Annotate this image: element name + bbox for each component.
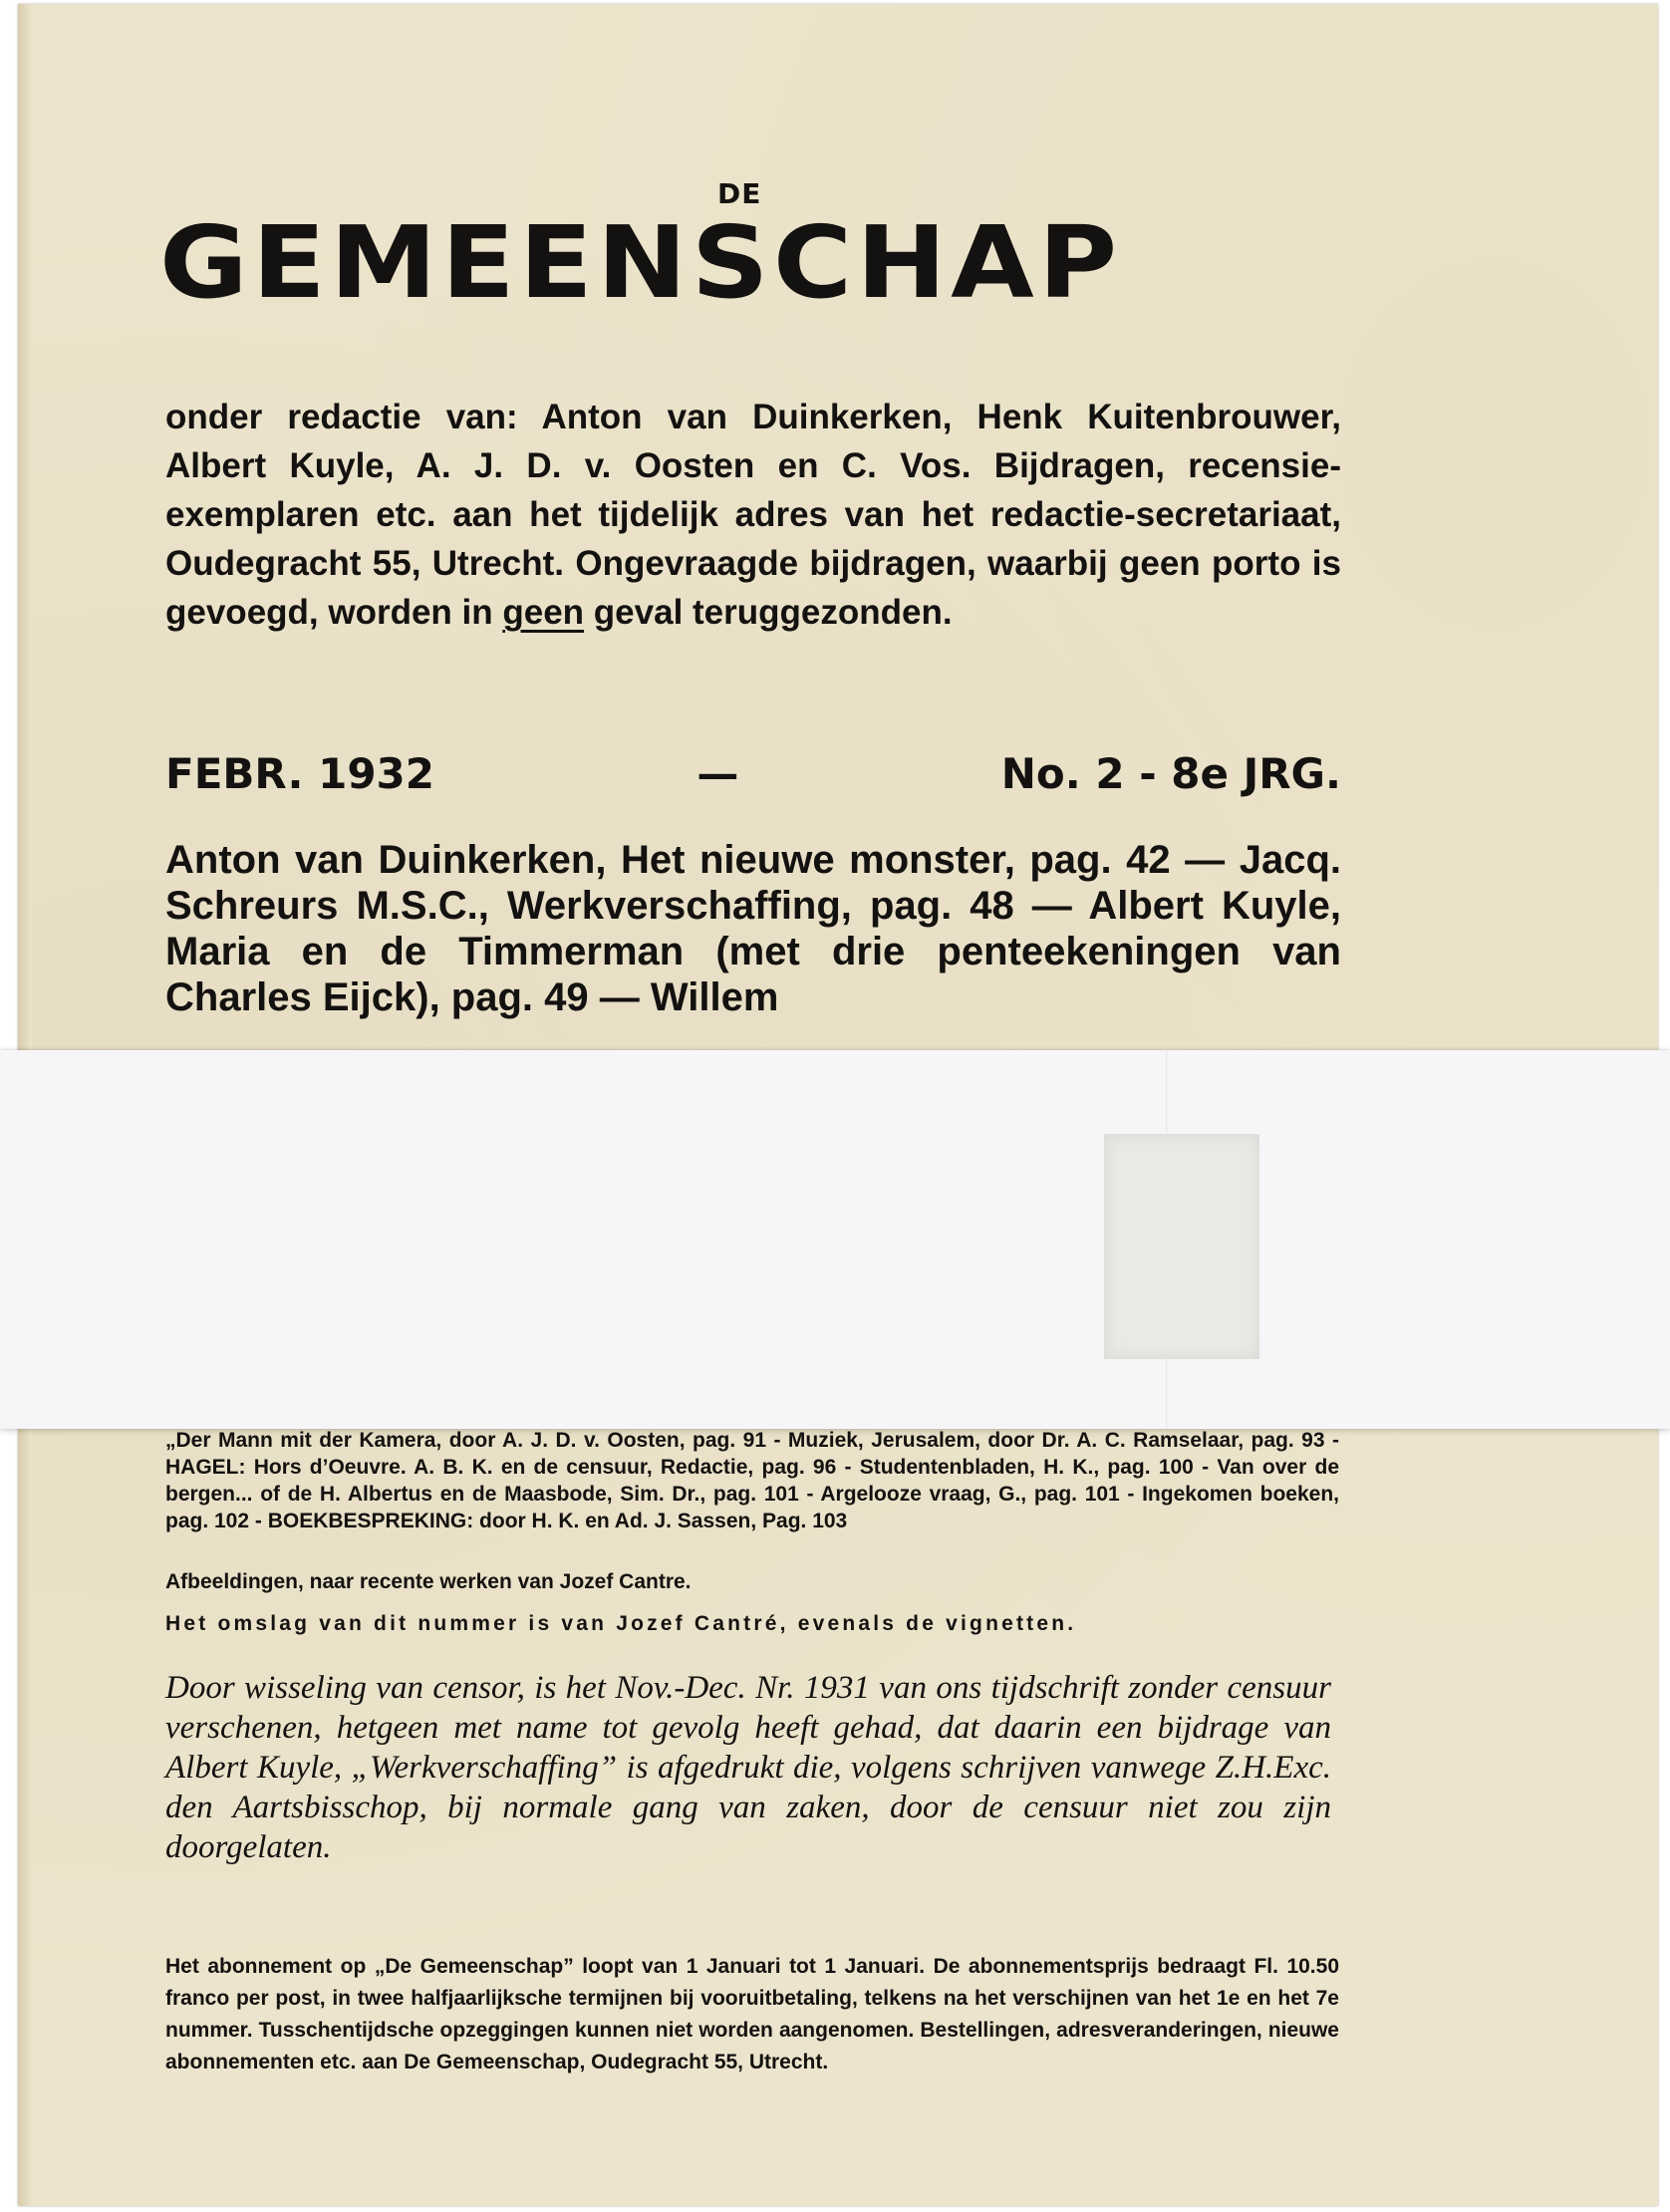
table-of-contents: Anton van Duinkerken, Het nieuwe monster, pag. 42 — Jacq. Schreurs M.S.C., Werkverschaffing, pag. 48 — Albert Kuyle, Maria en de Timmerman (met drie penteekeningen van Charles Eijck), pag. 49 — Willem: [165, 838, 1341, 1019]
cover-credit: Het omslag van dit nummer is van Jozef Cantré, evenals de vignetten.: [165, 1612, 1077, 1635]
issue-date: FEBR. 1932: [165, 749, 434, 798]
issue-dash: —: [696, 749, 739, 798]
title-article: DE: [717, 177, 762, 210]
editorial-underlined-word: geen: [502, 593, 585, 632]
editorial-text: onder redactie van: Anton van Duinkerken, Henk Kuitenbrouwer, Albert Kuyle, A. J. D. v. Oosten en C. Vos. Bijdragen, recensie-exemplaren etc. aan het tijdelijk adres van het redactie-secretariaat, Oudegracht 55, Utrecht. Ongevraagde bijdragen, waarbij geen porto is gevoegd, worden in: [165, 398, 1341, 632]
editorial-info: [165, 393, 1341, 637]
paper-band: [0, 1050, 1670, 1429]
magazine-title: GEMEENSCHAP: [159, 204, 1122, 321]
tape-patch: [1104, 1134, 1259, 1359]
editorial-text-end: geval teruggezonden.: [584, 593, 953, 632]
censor-notice: Door wisseling van censor, is het Nov.-Dec. Nr. 1931 van ons tijdschrift zonder censuur verschenen, hetgeen met name tot gevolg heeft gehad, dat daarin een bijdrage van Albert Kuyle, „Werkverschaffing” is afgedrukt die, volgens schrijven vanwege Z.H.Exc. den Aartsbisschop, bij normale gang van zaken, door de censuur niet zou zijn doorgelaten.: [165, 1670, 1331, 1865]
table-of-contents-continued: „Der Mann mit der Kamera, door A. J. D. v. Oosten, pag. 91 - Muziek, Jerusalem, door Dr. A. C. Ramselaar, pag. 93 - HAGEL: Hors d’Oeuvre. A. B. K. en de censuur, Redactie, pag. 96 - Studentenbladen, H. K., pag. 100 - Van over de bergen... of de H. Albertus en de Maasbode, Sim. Dr., pag. 101 - Argelooze vraag, G., pag. 101 - Ingekomen boeken, pag. 102 - BOEKBESPREKING: door H. K. en Ad. J. Sassen, Pag. 103: [165, 1429, 1339, 1532]
subscription-info: Het abonnement op „De Gemeenschap” loopt van 1 Januari tot 1 Januari. De abonnementsprijs bedraagt Fl. 10.50 franco per post, in twee halfjaarlijksche termijnen bij vooruitbetaling, telkens na het verschijnen van het 1e en het 7e nummer. Tusschentijdsche opzeggingen kunnen niet worden aangenomen. Bestellingen, adresveranderingen, nieuwe abonnementen etc. aan De Gemeenschap, Oudegracht 55, Utrecht.: [165, 1955, 1339, 2074]
illustrations-note: Afbeeldingen, naar recente werken van Jozef Cantre.: [165, 1570, 692, 1593]
issue-line: [165, 749, 1341, 798]
issue-number: No. 2 - 8e JRG.: [1000, 749, 1341, 798]
